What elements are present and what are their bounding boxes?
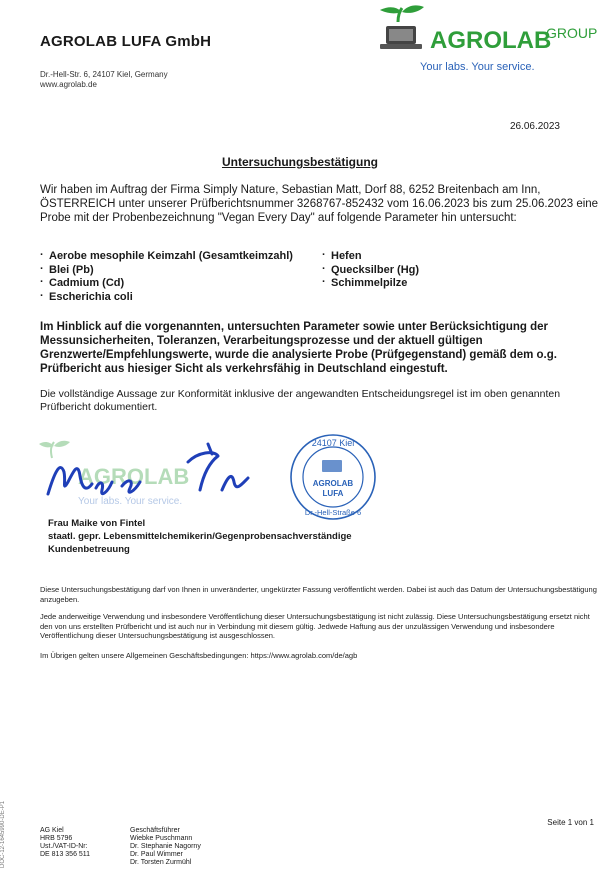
page-number: Seite 1 von 1: [547, 818, 594, 827]
list-item: · Cadmium (Cd): [40, 277, 293, 291]
parameter-list-right: [322, 250, 419, 291]
footnote-liability: Jede anderweitige Verwendung und insbesondere Veröffentlichung dieser Untersuchungsbestätigung ist nicht zulässig. Diese Untersuchungsbestätigung ersetzt nicht den von uns erstellten Prüfbericht und ist auch nur in Verbindung mit diesem gültig. Jedwede Haftung aus der unzulässigen Verwendung und insbesondere Veröffentlichung dieser Untersuchungsbestätigung ist ausgeschlossen.: [40, 612, 590, 640]
company-stamp: [291, 435, 375, 519]
signature-area: [38, 432, 378, 522]
list-item: · Aerobe mesophile Keimzahl (Gesamtkeimzahl): [40, 250, 293, 264]
faded-logo-tagline: Your labs. Your service.: [78, 496, 183, 507]
faded-logo-word: AGROLAB: [78, 464, 190, 489]
company-name: AGROLAB LUFA GmbH: [40, 33, 212, 50]
stamp-top-text: 24107 Kiel: [311, 438, 355, 448]
stamp-middle-text: AGROLAB: [312, 479, 354, 488]
conformity-paragraph: Die vollständige Aussage zur Konformität inklusive der angewandten Entscheidungsregel ist im oben genannten Prüfbericht dokumentiert.: [40, 388, 561, 413]
signer-department: Kundenbetreuung: [48, 544, 130, 555]
faded-logo: [39, 441, 189, 507]
footer-line: Dr. Paul Wimmer: [130, 851, 183, 858]
lab-device-icon: [380, 26, 422, 49]
plant-icon: [380, 5, 424, 22]
stamp-bottom-text: Dr.-Hell-Straße 6: [304, 508, 362, 517]
list-item: · Escherichia coli: [40, 291, 293, 305]
signer-title: staatl. gepr. Lebensmittelchemikerin/Gegenprobensachverständige: [48, 531, 352, 542]
list-item: · Blei (Pb): [40, 264, 293, 278]
footer-line: HRB 5796: [40, 835, 73, 842]
footer-line: DE 813 356 511: [40, 851, 91, 858]
footer-management: [130, 827, 201, 867]
logo-word: AGROLAB: [430, 27, 552, 54]
footer-line: Wiebke Puschmann: [130, 835, 193, 842]
website-text: www.agrolab.de: [40, 80, 97, 89]
footnote-terms: Im Übrigen gelten unsere Allgemeinen Geschäftsbedingungen: https://www.agrolab.com/de/agb: [40, 651, 358, 660]
signer-block: [48, 517, 352, 556]
address-line: Dr.-Hell-Str. 6, 24107 Kiel, Germany: [40, 70, 168, 79]
footer-line: AG Kiel: [40, 827, 64, 834]
footnote-publication: Diese Untersuchungsbestätigung darf von Ihnen in unveränderter, ungekürzter Fassung veröffentlicht werden. Dabei ist auch das Datum der Untersuchungsbestätigung anzugeben.: [40, 585, 597, 604]
parameter-list-left: [40, 250, 293, 304]
logo-group: GROUP: [546, 25, 598, 41]
intro-paragraph: Wir haben im Auftrag der Firma Simply Nature, Sebastian Matt, Dorf 88, 6252 Breitenbach am Inn, ÖSTERREICH unter unserer Prüfberichtsnummer 3268767-852432 vom 16.06.2023 bis zum 25.06.2023 eine Probe mit der Probenbezeichnung "Vegan Every Day" auf folgende Parameter hin untersucht:: [40, 184, 599, 224]
document-date: 26.06.2023: [509, 121, 560, 132]
list-item: · Schimmelpilze: [322, 277, 419, 291]
company-address: [40, 70, 168, 90]
signer-name: Frau Maike von Fintel: [48, 518, 146, 529]
footer-line: Geschäftsführer: [130, 827, 180, 834]
stamp-middle-text-2: LUFA: [322, 489, 344, 498]
footer-line: Ust./VAT-ID-Nr:: [40, 843, 88, 850]
footer-line: Dr. Stephanie Nagorny: [130, 843, 201, 850]
list-item: · Hefen: [322, 250, 419, 264]
conclusion-paragraph: Im Hinblick auf die vorgenannten, untersuchten Parameter sowie unter Berücksichtigung der Messunsicherheiten, Toleranzen, Verarbeitungsprozesse und der aktuell gültigen Grenzwerte/Empfehlungswerte, wurde die analysierte Probe (Prüfgegenstand) gemäß dem o.g. Prüfbericht aus hiesiger Sicht als verkehrsfähig in Deutschland eingestuft.: [40, 321, 557, 375]
footer-registration: [40, 827, 90, 859]
page-title: Untersuchungsbestätigung: [221, 155, 378, 169]
footer-line: Dr. Torsten Zurmühl: [130, 859, 192, 866]
document-code: DOC-12-1645990-DE-P1: [0, 800, 6, 868]
logo-tagline: Your labs. Your service.: [420, 61, 535, 73]
agrolab-logo: [372, 2, 600, 74]
list-item: · Quecksilber (Hg): [322, 264, 419, 278]
